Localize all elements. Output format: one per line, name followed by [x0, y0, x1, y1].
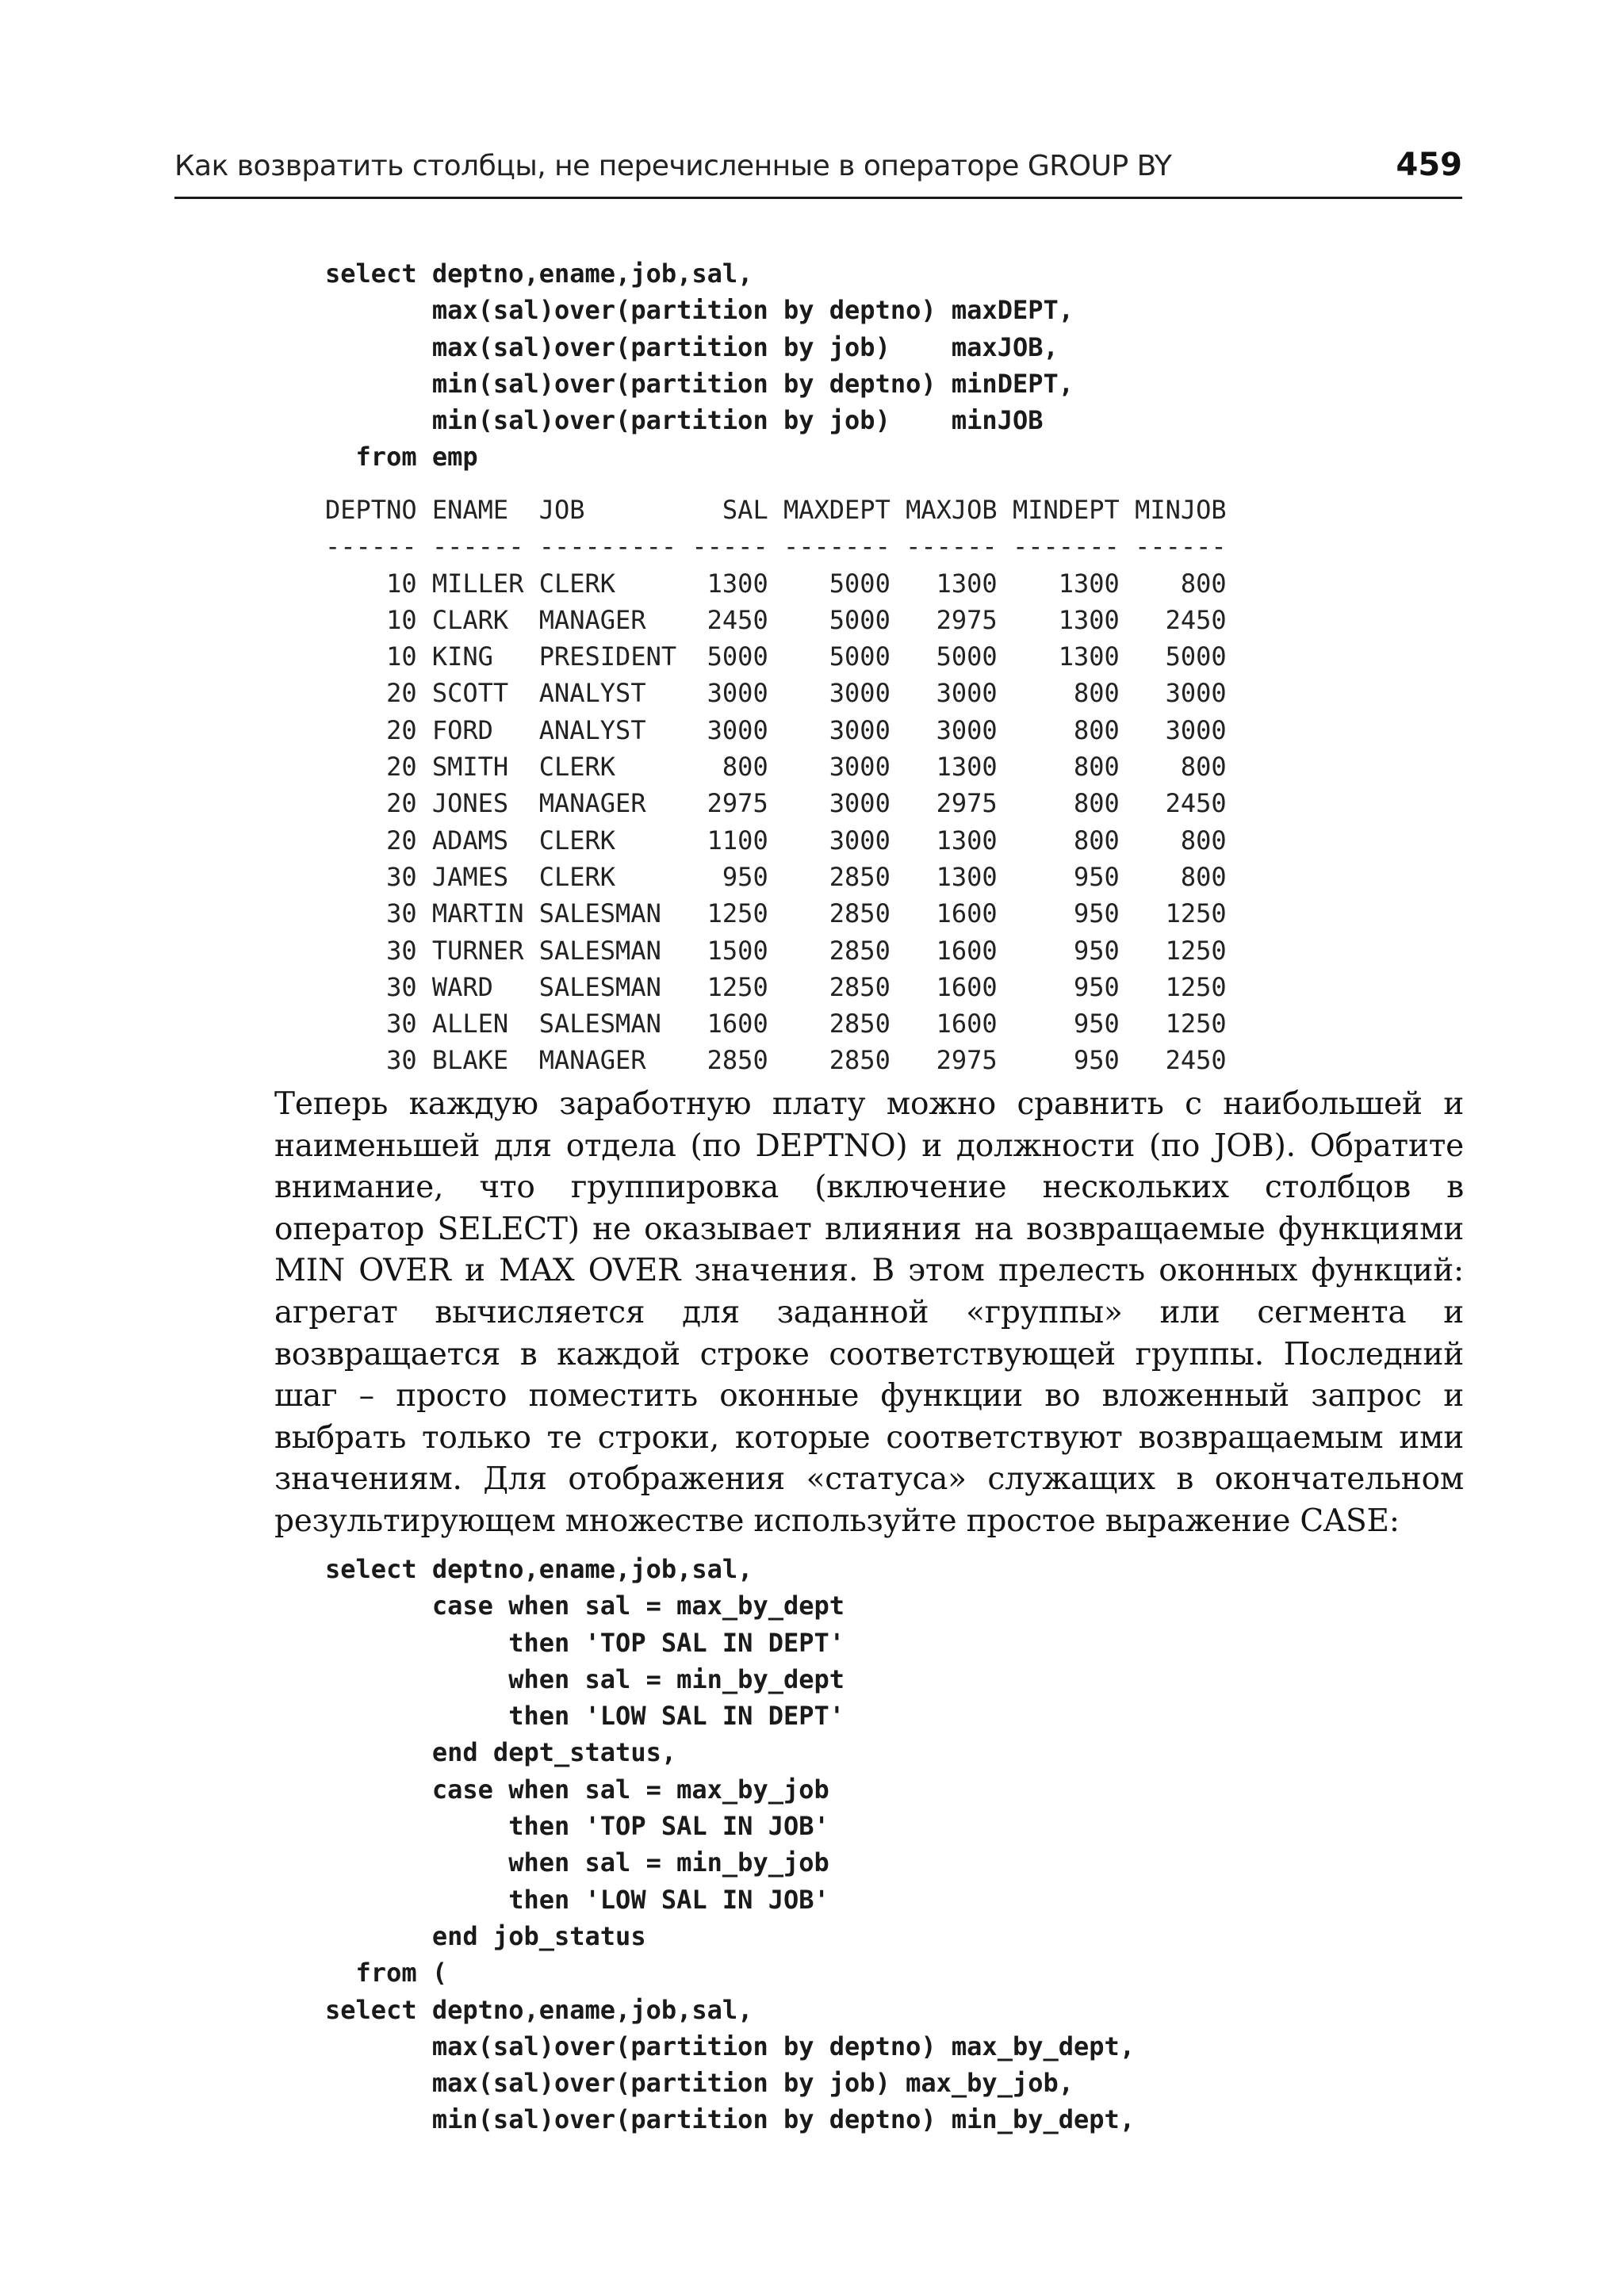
code-line: max(sal)over(partition by job) maxJOB,	[325, 331, 1059, 362]
table-row: 30 TURNER SALESMAN 1500 2850 1600 950 1250	[325, 935, 1227, 966]
table-row: 30 ALLEN SALESMAN 1600 2850 1600 950 1250	[325, 1009, 1227, 1039]
table-header: DEPTNO ENAME JOB SAL MAXDEPT MAXJOB MINDEPT MINJOB	[325, 495, 1227, 525]
query-result-table	[325, 492, 1227, 1079]
sql-code-block-2	[325, 1551, 1135, 2138]
code-line: end job_status	[325, 1920, 646, 1951]
code-line: select deptno,ename,job,sal,	[325, 1554, 753, 1584]
table-row: 30 MARTIN SALESMAN 1250 2850 1600 950 1250	[325, 898, 1227, 929]
code-line: when sal = min_by_dept	[325, 1663, 845, 1694]
table-row: 10 KING PRESIDENT 5000 5000 5000 1300 5000	[325, 641, 1227, 672]
code-line: end dept_status,	[325, 1737, 677, 1768]
running-title: Как возвратить столбцы, не перечисленные в операторе GROUP BY	[174, 150, 1172, 182]
code-line: then 'TOP SAL IN DEPT'	[325, 1627, 845, 1658]
code-line: min(sal)over(partition by deptno) min_by_dept,	[325, 2104, 1136, 2135]
code-line: then 'LOW SAL IN DEPT'	[325, 1701, 845, 1732]
code-line: max(sal)over(partition by deptno) maxDEPT,	[325, 295, 1074, 326]
code-line: from (	[325, 1958, 448, 1989]
sql-code-block-1	[325, 255, 1074, 476]
code-line: case when sal = max_by_job	[325, 1774, 829, 1805]
code-line: case when sal = max_by_dept	[325, 1591, 845, 1621]
table-row: 10 MILLER CLERK 1300 5000 1300 1300 800	[325, 568, 1227, 599]
code-line: then 'TOP SAL IN JOB'	[325, 1811, 829, 1842]
code-line: then 'LOW SAL IN JOB'	[325, 1884, 829, 1915]
code-line: max(sal)over(partition by deptno) max_by_dept,	[325, 2031, 1136, 2061]
table-row: 30 BLAKE MANAGER 2850 2850 2975 950 2450	[325, 1045, 1227, 1076]
code-line: select deptno,ename,job,sal,	[325, 258, 753, 289]
page-header	[174, 149, 1462, 199]
table-row: 20 SCOTT ANALYST 3000 3000 3000 800 3000	[325, 678, 1227, 709]
table-row: 20 ADAMS CLERK 1100 3000 1300 800 800	[325, 825, 1227, 856]
table-row: 30 WARD SALESMAN 1250 2850 1600 950 1250	[325, 971, 1227, 1002]
table-row: 20 SMITH CLERK 800 3000 1300 800 800	[325, 752, 1227, 783]
code-line: select deptno,ename,job,sal,	[325, 1994, 753, 2025]
code-line: min(sal)over(partition by deptno) minDEPT,	[325, 368, 1074, 399]
table-separator: ------ ------ --------- ----- ------- ------ ------- ------	[325, 531, 1227, 562]
table-row: 30 JAMES CLERK 950 2850 1300 950 800	[325, 861, 1227, 892]
table-row: 20 JONES MANAGER 2975 3000 2975 800 2450	[325, 788, 1227, 819]
body-paragraph: Теперь каждую заработную плату можно сравнить с наибольшей и наименьшей для отдела (по DEPTNO) и должности (по JOB). Обратите внимание, что группировка (включение нескольких столбцов в оператор SELECT) не оказывает влияния на возвращаемые функциями MIN OVER и MAX OVER значения. В этом прелесть оконных функций: агрегат вычисляется для заданной «группы» или сегмента и возвращается в каждой строке соответствующей группы. Последний шаг – просто поместить оконные функции во вложенный запрос и выбрать только те строки, которые соответствуют возвращаемым ими значениям. Для отображения «статуса» служащих в окончательном результирующем множестве используйте простое выражение CASE:	[274, 1086, 1464, 1539]
code-line: max(sal)over(partition by job) max_by_job,	[325, 2068, 1074, 2099]
page-number: 459	[1396, 147, 1462, 183]
code-line: from emp	[325, 442, 478, 473]
code-line: when sal = min_by_job	[325, 1847, 829, 1878]
table-row: 20 FORD ANALYST 3000 3000 3000 800 3000	[325, 714, 1227, 745]
table-row: 10 CLARK MANAGER 2450 5000 2975 1300 2450	[325, 604, 1227, 635]
code-line: min(sal)over(partition by job) minJOB	[325, 405, 1044, 436]
